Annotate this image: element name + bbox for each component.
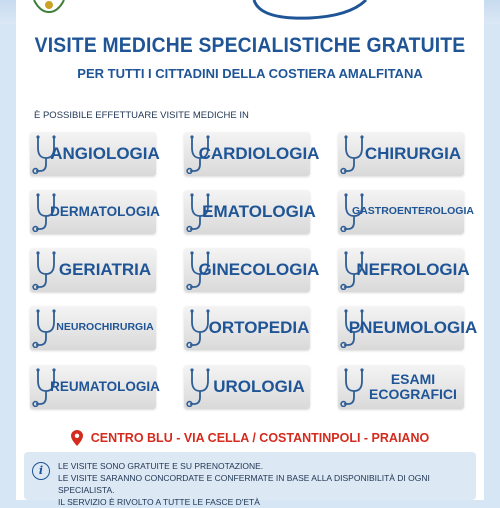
specialty-label: GERIATRIA [58, 260, 152, 280]
location-pin-icon [71, 430, 83, 446]
specialty-label: ANGIOLOGIA [50, 144, 160, 164]
specialty-label: UROLOGIA [213, 377, 305, 397]
info-footer [24, 452, 476, 507]
specialty-card [30, 248, 156, 292]
location-line [0, 430, 500, 446]
stethoscope-icon [340, 134, 368, 174]
footer-line: LE VISITE SARANNO CONCORDATE E CONFERMATE IN BASE ALLA DISPONIBILITÀ DI OGNI SPECIALISTA. [58, 473, 430, 495]
specialty-card [30, 132, 160, 176]
specialty-label: GINECOLOGIA [198, 260, 320, 280]
specialty-label: CHIRURGIA [364, 144, 462, 164]
specialty-label: EMATOLOGIA [202, 202, 316, 222]
specialty-label: GASTROENTEROLOGIA [352, 205, 474, 218]
specialty-card [338, 190, 474, 234]
intro-text: È POSSIBILE EFFETTUARE VISITE MEDICHE IN [34, 110, 249, 121]
info-icon: i [32, 462, 50, 480]
stethoscope-icon [32, 250, 60, 290]
specialty-label: ESAMI ECOGRAFICI [369, 371, 457, 402]
specialty-card [184, 365, 310, 409]
footer-line: IL SERVIZIO È RIVOLTO A TUTTE LE FASCE D'ETÀ [58, 497, 260, 507]
specialty-label: REUMATOLOGIA [50, 378, 160, 394]
specialty-card [30, 365, 160, 409]
specialty-label: PNEUMOLOGIA [348, 318, 478, 338]
page-subtitle: PER TUTTI I CITTADINI DELLA COSTIERA AMALFITANA [77, 66, 423, 81]
specialty-card [338, 306, 478, 350]
specialty-card [184, 248, 320, 292]
specialty-label: NEFROLOGIA [356, 260, 470, 280]
specialty-label: ORTOPEDIA [208, 318, 310, 338]
coat-of-arms-logo [30, 0, 68, 14]
stethoscope-icon [250, 0, 370, 22]
stethoscope-icon [186, 367, 214, 407]
stethoscope-icon [340, 367, 368, 407]
specialty-card [338, 365, 464, 409]
page-title: VISITE MEDICHE SPECIALISTICHE GRATUITE [34, 34, 466, 57]
specialty-card [30, 306, 156, 350]
specialty-card [184, 190, 316, 234]
specialty-label: CARDIOLOGIA [198, 144, 320, 164]
specialty-card [30, 190, 160, 234]
footer-line: LE VISITE SONO GRATUITE E SU PRENOTAZIONE. [58, 461, 264, 471]
specialty-card [338, 248, 470, 292]
specialty-card [184, 306, 310, 350]
location-text: CENTRO BLU - VIA CELLA / COSTANTINPOLI - PRAIANO [90, 431, 430, 445]
specialty-card [338, 132, 464, 176]
specialty-label: DERMATOLOGIA [50, 203, 160, 219]
specialty-card [184, 132, 320, 176]
specialty-label: NEUROCHIRURGIA [56, 321, 154, 334]
